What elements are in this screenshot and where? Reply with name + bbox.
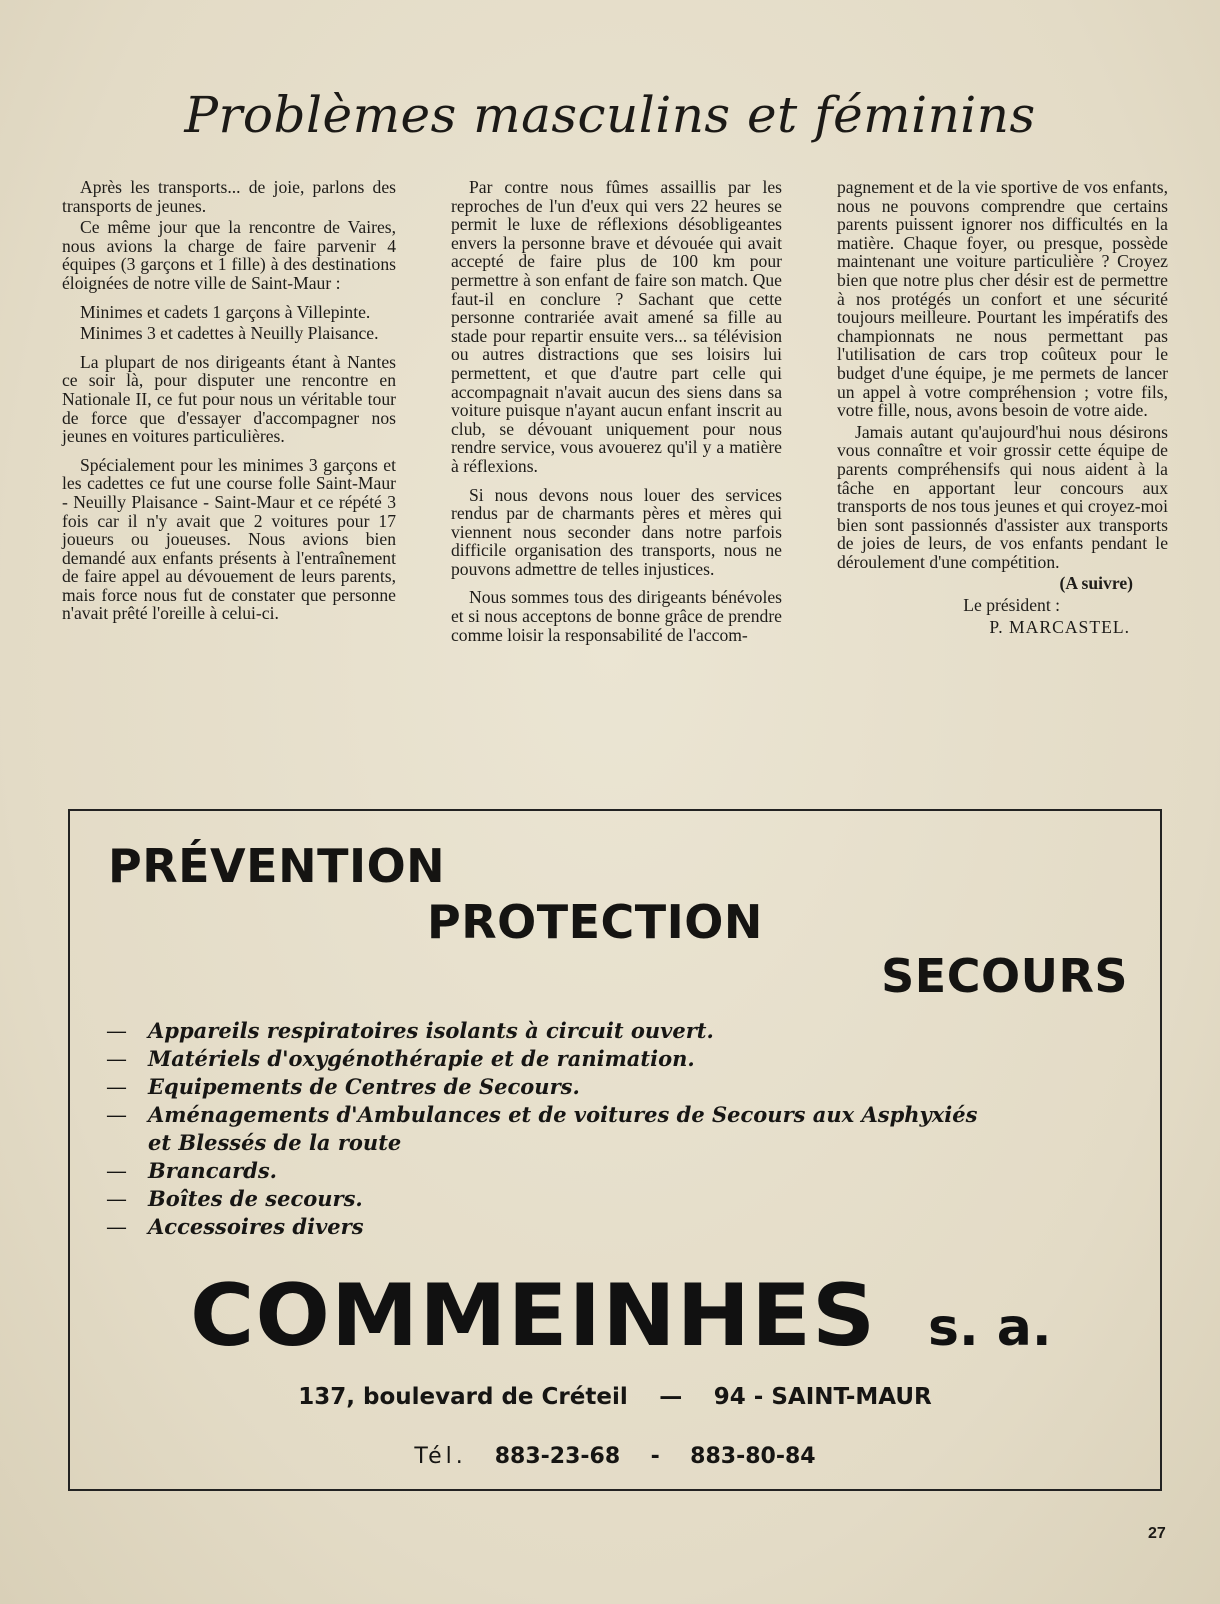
paragraph: La plupart de nos dirigeants étant à Nantes ce soir là, pour disputer une rencontre en Nationale II, ce fut pour nous un véritable tour de force que d'essayer d'accompagner nos jeunes en voitures particulières. [62,351,396,447]
list-item-text: Boîtes de secours. [148,1186,363,1211]
address-city: 94 - SAINT-MAUR [713,1384,932,1410]
paragraph: Minimes et cadets 1 garçons à Villepinte. [80,301,371,322]
article-column-3 [837,178,1168,639]
article-title: Problèmes masculins et féminins [184,86,1036,144]
list-item-continuation: et Blessés de la route [148,1130,402,1155]
paragraph: pagnement et de la vie sportive de vos enfants, nous ne pouvons comprendre que certains parents puissent ignorer nos difficultés en la matière. Chaque foyer, ou presque, possède maintenant une voiture particulière ? Croyez bien que notre plus cher désir est de permettre à nos protégés un confort et une sécurité toujours meilleure. Pourtant les impératifs des championnats ne nous permettant pas l'utilisation de cars trop coûteux pour le budget d'une équipe, je me permets de lancer un appel à votre compréhension ; votre fils, votre fille, nous, avons besoin de votre aide. [837,177,1168,421]
ad-heading-protection: PROTECTION [427,895,763,949]
phone-label: Tél. [414,1444,467,1469]
list-item [106,1045,1136,1073]
company-address [70,1384,1160,1410]
paragraph: Nous sommes tous des dirigeants bénévoles et si nous acceptons de bonne grâce de prendre comme loisir la responsabilité de l'accom- [451,587,782,645]
page-number: 27 [1148,1525,1166,1542]
list-item [106,1017,1136,1045]
dash: — [106,1019,127,1043]
to-be-continued: (A suivre) [1059,573,1133,594]
list-item-text: Equipements de Centres de Secours. [148,1074,580,1099]
ad-heading-secours: SECOURS [881,949,1128,1003]
list-item [106,1157,1136,1185]
paragraph: Jamais autant qu'aujourd'hui nous désirons vous connaître et voir grossir cette équipe de parents compréhensifs qui nous aident à la tâche en apportant leur concours aux transports de nos tous jeunes et qui croyez-moi bien sont passionnés d'assister aux transports de joies de leurs, de vos enfants pendant le déroulement d'une compétition. [837,421,1168,572]
list-item [106,1185,1136,1213]
address-separator: — [659,1384,683,1410]
list-item-text: Matériels d'oxygénothérapie et de ranimation. [148,1046,695,1071]
ad-product-list [106,1017,1136,1241]
phone-separator: - [650,1444,660,1469]
list-item-text: Accessoires divers [148,1214,364,1239]
dash: — [106,1075,127,1099]
paragraph: Si nous devons nous louer des services rendus par de charmants pères et mères qui viennent nous seconder dans notre parfois difficile organisation des transports, nous ne pouvons admettre de telles injustices. [451,484,782,579]
signature-name: P. MARCASTEL. [989,616,1130,637]
list-item-text: Brancards. [148,1158,277,1183]
dash: — [106,1047,127,1071]
paragraph: Après les transports... de joie, parlons des transports de jeunes. [62,177,396,216]
list-item-text: Aménagements d'Ambulances et de voitures de Secours aux Asphyxiés [148,1102,978,1127]
company-phone [70,1444,1160,1469]
dash: — [106,1187,127,1211]
address-street: 137, boulevard de Créteil [298,1384,628,1410]
list-item [106,1101,1136,1129]
paragraph: Minimes 3 et cadettes à Neuilly Plaisance. [80,323,379,344]
phone-number-2: 883-80-84 [690,1444,816,1469]
advertisement-box [68,809,1162,1491]
dash: — [106,1159,127,1183]
signature-role: Le président : [963,595,1060,616]
ad-heading-prevention: PRÉVENTION [108,839,446,893]
brand-name: COMMEINHES [190,1266,877,1366]
list-item [106,1213,1136,1241]
phone-number-1: 883-23-68 [494,1444,621,1469]
list-item [106,1073,1136,1101]
dash: — [106,1103,127,1127]
article-column-2 [451,178,782,647]
paragraph: Spécialement pour les minimes 3 garçons et les cadettes ce fut une course folle Saint-Maur - Neuilly Plaisance - Saint-Maur et ce répété 3 fois car il n'y avait que 2 voitures pour 17 joueurs ou joueuses. Nous avions bien demandé aux enfants présents à l'entraînement de faire appel au dévouement de leurs parents, mais force nous fut de constater que personne n'avait prêté l'oreille à celui-ci. [62,454,396,624]
paragraph: Par contre nous fûmes assaillis par les reproches de l'un d'eux qui vers 22 heures se permit le luxe de réflexions désobligeantes envers la personne brave et dévouée qui avait accepté de faire plus de 100 km pour permettre à son enfant de faire son match. Que faut-il en conclure ? Sachant que cette personne contrariée avait amené sa fille au stade pour repartir ensuite vers... sa télévision ou autres distractions que ses loisirs lui permettent, et que d'autre part celle qui accompagnait n'avait aucun des siens dans sa voiture puisque n'ayant aucun enfant inscrit au club, se dévouant uniquement pour nous rendre service, vous avouerez qu'il y a matière à réflexions. [451,177,782,476]
list-item-text: Appareils respiratoires isolants à circuit ouvert. [148,1018,714,1043]
dash: — [106,1215,127,1239]
paragraph: Ce même jour que la rencontre de Vaires, nous avions la charge de faire parvenir 4 équipes (3 garçons et 1 fille) à des destinations éloignées de notre ville de Saint-Maur : [62,217,396,293]
brand-suffix: s. a. [928,1298,1052,1358]
article-column-1 [62,178,396,626]
